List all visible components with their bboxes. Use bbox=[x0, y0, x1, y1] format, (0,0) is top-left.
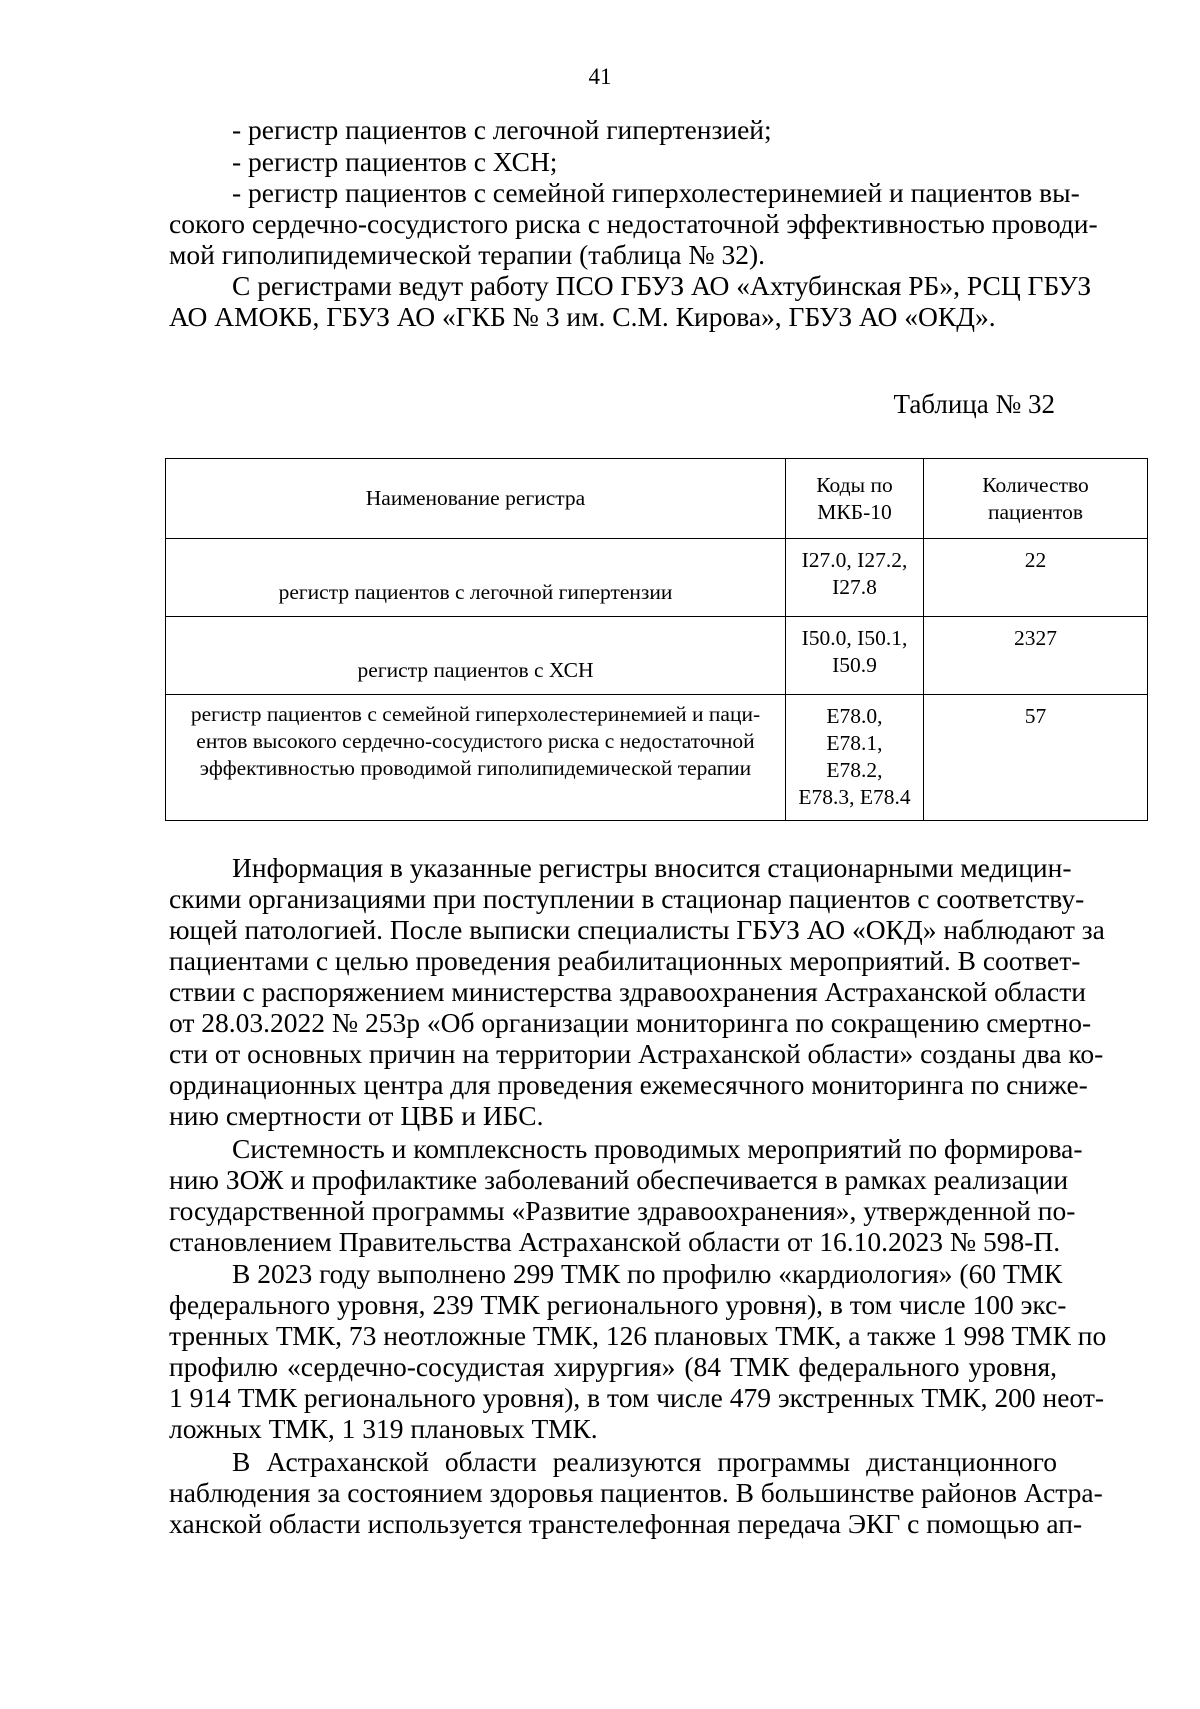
body-line: ханской области используется транстелефонная передача ЭКГ с помощью ап- bbox=[169, 1508, 1083, 1539]
body-line: федерального уровня, 239 ТМК регионального уровня), в том числе 100 экс- bbox=[169, 1289, 1067, 1320]
body-line: тренных ТМК, 73 неотложные ТМК, 126 плановых ТМК, а также 1 998 ТМК по bbox=[169, 1320, 1107, 1351]
table-header-row bbox=[166, 459, 1148, 539]
intro-line: - регистр пациентов с семейной гиперхолестеринемией и пациентов вы- bbox=[232, 177, 1080, 208]
page-number: 41 bbox=[588, 64, 612, 89]
body-line: нию ЗОЖ и профилактике заболеваний обеспечивается в рамках реализации bbox=[169, 1164, 1069, 1195]
body-line: В Астраханской области реализуются программы дистанционного bbox=[232, 1446, 1057, 1477]
body-line: сти от основных причин на территории Астраханской области» созданы два ко- bbox=[169, 1038, 1104, 1069]
body-line: ющей патологией. После выписки специалисты ГБУЗ АО «ОКД» наблюдают за bbox=[169, 914, 1105, 945]
body-line: ординационных центра для проведения ежемесячного мониторинга по сниже- bbox=[169, 1069, 1088, 1100]
intro-line: сокого сердечно-сосудистого риска с недостаточной эффективностью проводи- bbox=[169, 208, 1098, 239]
icd-codes-cell: E78.0, E78.1, E78.2, E78.3, E78.4 bbox=[786, 695, 924, 821]
header-registry-name: Наименование регистра bbox=[166, 459, 786, 539]
table-row bbox=[166, 617, 1148, 695]
icd-codes-cell: I50.0, I50.1, I50.9 bbox=[786, 617, 924, 695]
body-line: скими организациями при поступлении в стационар пациентов с соответству- bbox=[169, 883, 1085, 914]
registry-name-cell: регистр пациентов с семейной гиперхолестеринемией и паци- ентов высокого сердечно-сосудистого риска с недостаточной эффективностью проводимой гиполипидемической терапии bbox=[166, 695, 786, 821]
patient-count-cell: 2327 bbox=[924, 617, 1148, 695]
patient-count-cell: 57 bbox=[924, 695, 1148, 821]
intro-line: - регистр пациентов с ХСН; bbox=[232, 146, 558, 177]
registry-name-cell: регистр пациентов с легочной гипертензии bbox=[166, 539, 786, 617]
body-line: государственной программы «Развитие здравоохранения», утвержденной по- bbox=[169, 1195, 1076, 1226]
registry-table bbox=[165, 458, 1148, 821]
header-icd-codes: Коды по МКБ-10 bbox=[786, 459, 924, 539]
table-row bbox=[166, 539, 1148, 617]
registry-name-cell: регистр пациентов с ХСН bbox=[166, 617, 786, 695]
intro-line: мой гиполипидемической терапии (таблица № 32). bbox=[169, 239, 766, 270]
body-line: ствии с распоряжением министерства здравоохранения Астраханской области bbox=[169, 976, 1086, 1007]
body-line: становлением Правительства Астраханской области от 16.10.2023 № 598-П. bbox=[169, 1226, 1061, 1257]
intro-line: С регистрами ведут работу ПСО ГБУЗ АО «Ахтубинская РБ», РСЦ ГБУЗ bbox=[232, 270, 1092, 301]
body-line: наблюдения за состоянием здоровья пациентов. В большинстве районов Астра- bbox=[169, 1477, 1103, 1508]
intro-line: АО АМОКБ, ГБУЗ АО «ГКБ № 3 им. С.М. Кирова», ГБУЗ АО «ОКД». bbox=[169, 301, 996, 332]
body-line: В 2023 году выполнено 299 ТМК по профилю «кардиология» (60 ТМК bbox=[232, 1258, 1063, 1289]
body-line: пациентами с целью проведения реабилитационных мероприятий. В соответ- bbox=[169, 945, 1081, 976]
header-patient-count: Количество пациентов bbox=[924, 459, 1148, 539]
icd-codes-cell: I27.0, I27.2, I27.8 bbox=[786, 539, 924, 617]
body-line: 1 914 ТМК регионального уровня), в том числе 479 экстренных ТМК, 200 неот- bbox=[169, 1382, 1104, 1413]
body-line: ложных ТМК, 1 319 плановых ТМК. bbox=[169, 1413, 598, 1444]
body-line: от 28.03.2022 № 253р «Об организации мониторинга по сокращению смертно- bbox=[169, 1007, 1092, 1038]
table-row bbox=[166, 695, 1148, 821]
body-line: профилю «сердечно-сосудистая хирургия» (84 ТМК федерального уровня, bbox=[169, 1351, 1057, 1382]
body-line: нию смертности от ЦВБ и ИБС. bbox=[169, 1100, 544, 1131]
patient-count-cell: 22 bbox=[924, 539, 1148, 617]
intro-line: - регистр пациентов с легочной гипертензией; bbox=[232, 114, 772, 145]
table-caption: Таблица № 32 bbox=[893, 389, 1055, 419]
body-line: Системность и комплексность проводимых мероприятий по формирова- bbox=[232, 1133, 1083, 1164]
body-line: Информация в указанные регистры вносится стационарными медицин- bbox=[232, 852, 1072, 883]
